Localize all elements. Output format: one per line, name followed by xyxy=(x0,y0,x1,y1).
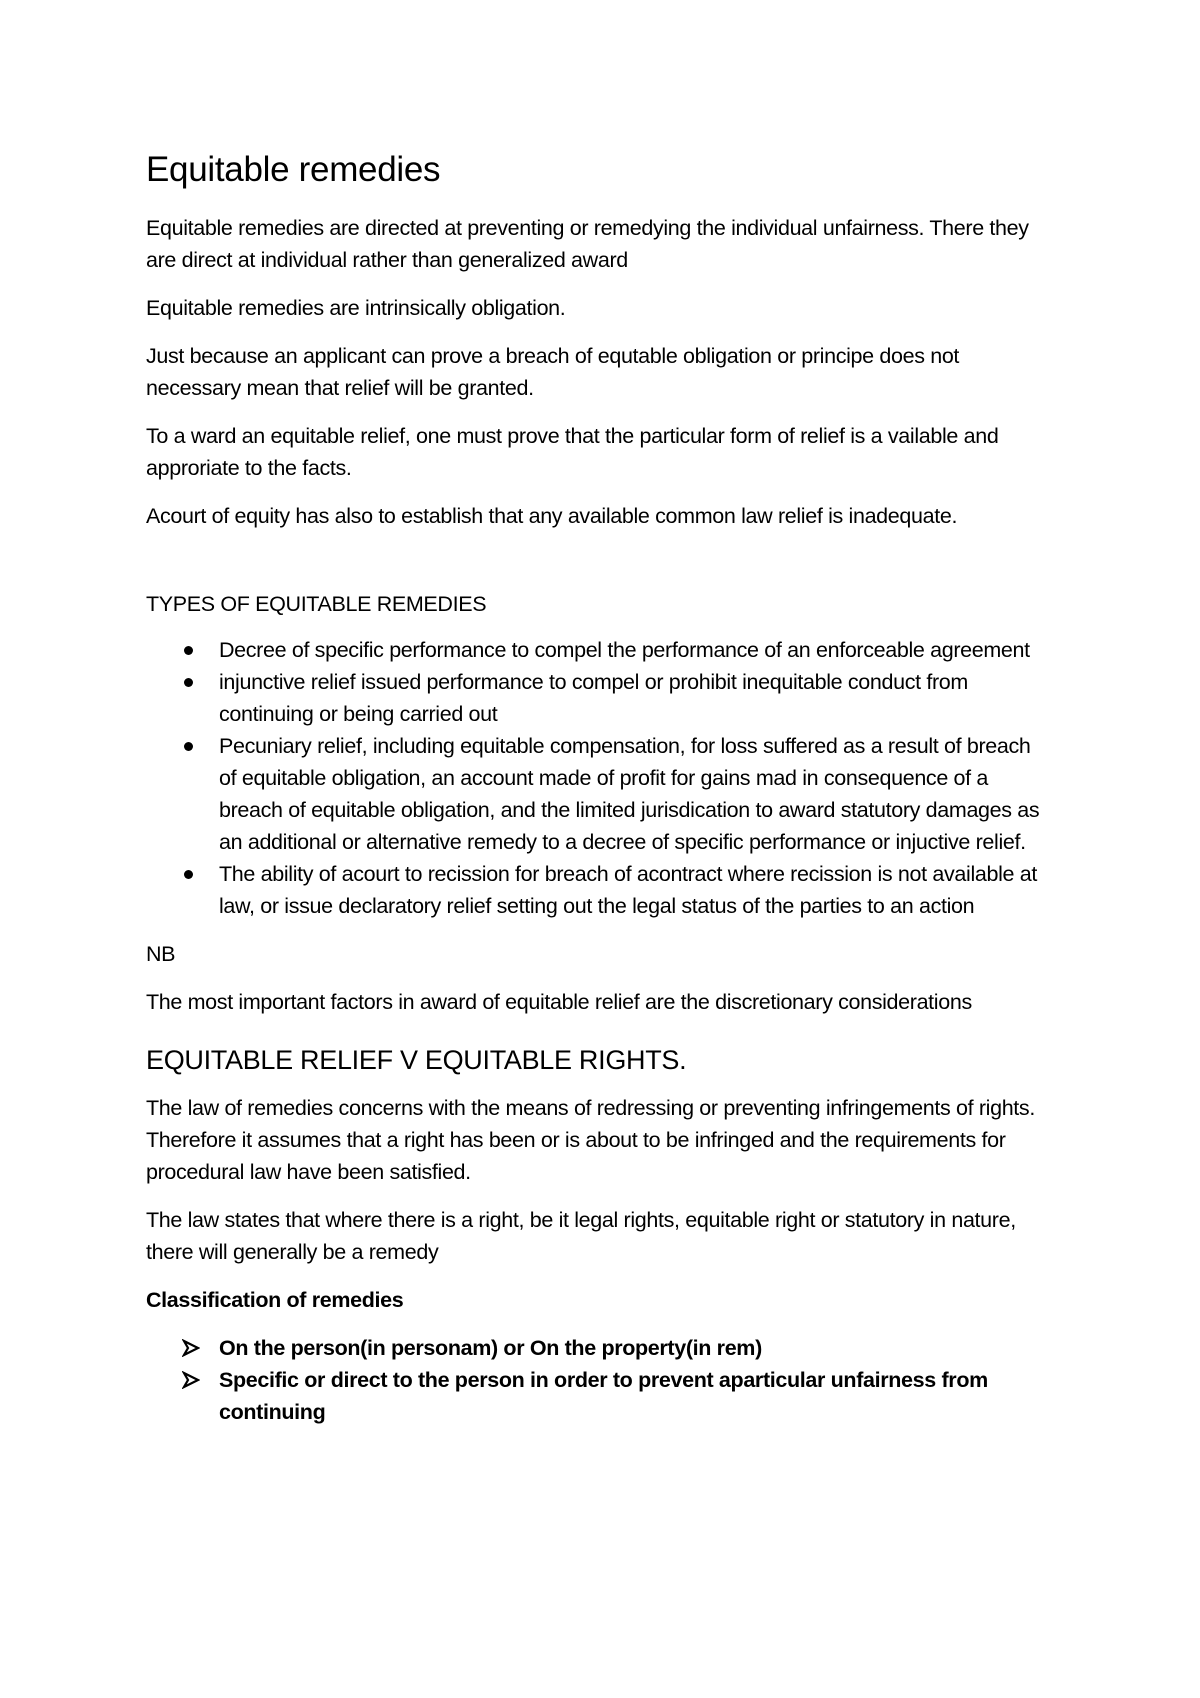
list-item-text: Decree of specific performance to compel the performance of an enforceable agreement xyxy=(219,638,1030,662)
bullet-icon xyxy=(184,646,193,655)
list-item-text: On the person(in personam) or On the property(in rem) xyxy=(219,1336,762,1360)
paragraph: The law of remedies concerns with the means of redressing or preventing infringements of rights. Therefore it assumes that a right has been or is about to be infringed and the requirements for procedural law have been satisfied. xyxy=(146,1096,1035,1184)
list-item xyxy=(146,666,1050,730)
paragraph: The law states that where there is a right, be it legal rights, equitable right or statutory in nature, there will generally be a remedy xyxy=(146,1208,1016,1264)
paragraph: Just because an applicant can prove a breach of equtable obligation or principe does not necessary mean that relief will be granted. xyxy=(146,344,960,400)
list-item xyxy=(146,1364,1050,1428)
bullet-icon xyxy=(184,870,193,879)
nb-text: The most important factors in award of equitable relief are the discretionary considerations xyxy=(146,990,972,1014)
nb-label: NB xyxy=(146,942,176,966)
relief-heading: EQUITABLE RELIEF V EQUITABLE RIGHTS. xyxy=(146,1045,687,1075)
list-item xyxy=(146,1332,1050,1364)
list-item-text: Pecuniary relief, including equitable compensation, for loss suffered as a result of breach of equitable obligation, an account made of profit for gains mad in consequence of a breach of equitable obligation, and the limited jurisdication to award statutory damages as an additional or alternative remedy to a decree of specific performance or injuctive relief. xyxy=(219,734,1040,854)
classification-list xyxy=(146,1332,1050,1428)
paragraph: Equitable remedies are directed at preventing or remedying the individual unfairness. There they are direct at individual rather than generalized award xyxy=(146,216,1029,272)
list-item xyxy=(146,858,1050,922)
types-list xyxy=(146,634,1050,922)
types-heading: TYPES OF EQUITABLE REMEDIES xyxy=(146,592,487,616)
list-item-text: Specific or direct to the person in order to prevent aparticular unfairness from continuing xyxy=(219,1368,988,1424)
list-item xyxy=(146,634,1050,666)
list-item-text: injunctive relief issued performance to compel or prohibit inequitable conduct from continuing or being carried out xyxy=(219,670,968,726)
bullet-icon xyxy=(184,678,193,687)
paragraph: Equitable remedies are intrinsically obligation. xyxy=(146,296,566,320)
arrow-bullet-icon xyxy=(182,1371,200,1389)
list-item-text: The ability of acourt to recission for breach of acontract where recission is not available at law, or issue declaratory relief setting out the legal status of the parties to an action xyxy=(219,862,1037,918)
paragraph: Acourt of equity has also to establish that any available common law relief is inadequate. xyxy=(146,504,958,528)
bullet-icon xyxy=(184,742,193,751)
classification-heading: Classification of remedies xyxy=(146,1288,404,1312)
paragraph: To a ward an equitable relief, one must prove that the particular form of relief is a vailable and approriate to the facts. xyxy=(146,424,999,480)
page-title: Equitable remedies xyxy=(146,150,441,189)
arrow-bullet-icon xyxy=(182,1339,200,1357)
list-item xyxy=(146,730,1050,858)
